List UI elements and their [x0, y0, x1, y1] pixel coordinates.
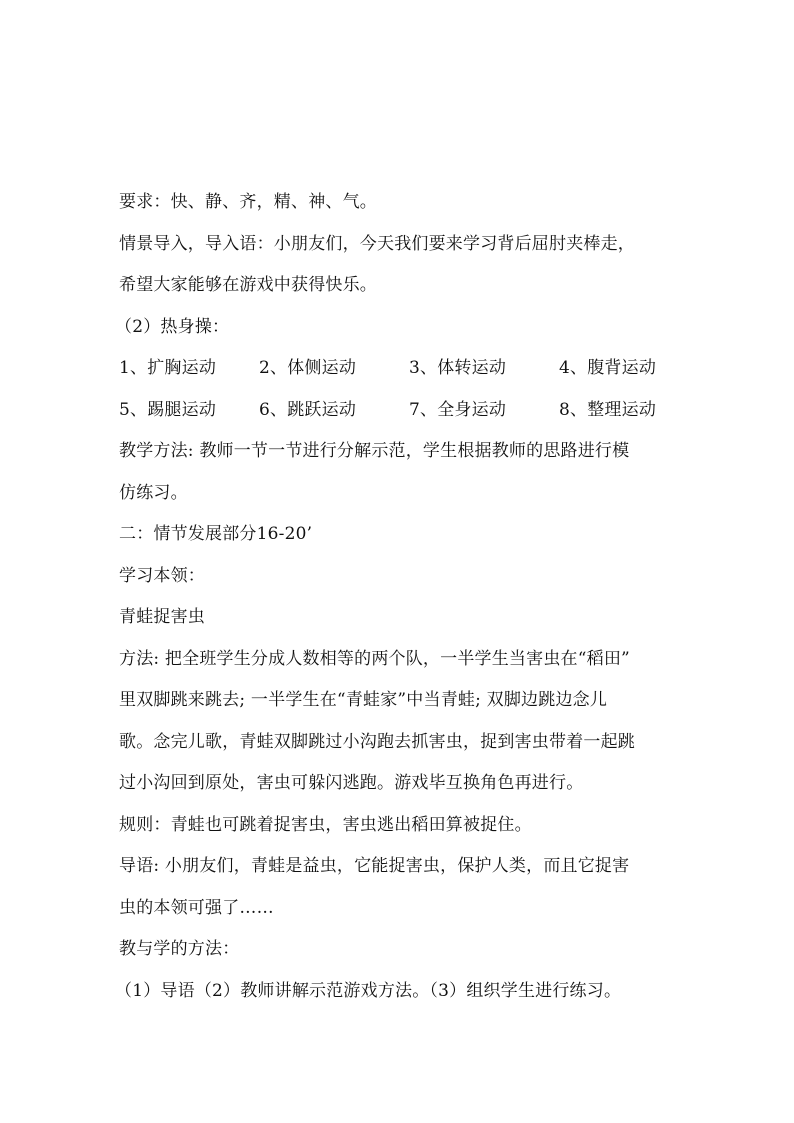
guide-line-2: 虫的本领可强了……	[119, 897, 274, 918]
exercise-item: 3、体转运动	[409, 358, 507, 378]
requirement-line: 要求：快、静、齐，精、神、气。	[119, 192, 377, 212]
method-line-2: 里双脚跳来跳去; 一半学生在“青蛙家”中当青蛙; 双脚边跳边念儿	[119, 690, 608, 710]
game-title: 青蛙捉害虫	[119, 607, 205, 627]
learn-skill-label: 学习本领：	[119, 565, 205, 586]
exercise-item: 5、踢腿运动	[119, 399, 217, 420]
warmup-heading: （2）热身操：	[115, 316, 230, 337]
exercise-row-1	[119, 348, 679, 390]
steps-line: （1）导语（2）教师讲解示范游戏方法。（3）组织学生进行练习。	[115, 980, 622, 1001]
intro-line-2: 希望大家能够在游戏中获得快乐。	[119, 275, 377, 295]
rules-line: 规则：青蛙也可跳着捉害虫，害虫逃出稻田算被捉住。	[119, 814, 532, 835]
teaching-method-line-2: 仿练习。	[119, 482, 188, 503]
intro-line-1: 情景导入，导入语：小朋友们，今天我们要来学习背后屈肘夹棒走，	[119, 233, 635, 254]
method-line-4: 过小沟回到原处，害虫可躲闪逃跑。游戏毕互换角色再进行。	[119, 773, 584, 793]
exercise-row-2	[119, 390, 679, 432]
exercise-item: 2、体侧运动	[259, 358, 357, 378]
document-body	[115, 182, 679, 1012]
teach-learn-label: 教与学的方法：	[119, 939, 240, 959]
exercise-item: 6、跳跃运动	[259, 399, 357, 420]
exercise-item: 8、整理运动	[559, 399, 657, 420]
guide-line-1: 导语: 小朋友们，青蛙是益虫，它能捉害虫，保护人类，而且它捉害	[119, 856, 630, 876]
exercise-item: 4、腹背运动	[559, 358, 657, 378]
exercise-item: 7、全身运动	[409, 399, 507, 420]
method-line-1: 方法: 把全班学生分成人数相等的两个队，一半学生当害虫在“稻田”	[119, 648, 630, 669]
method-line-3: 歌。念完儿歌，青蛙双脚跳过小沟跑去抓害虫，捉到害虫带着一起跳	[119, 731, 635, 752]
section-heading: 二：情节发展部分16-20’	[119, 524, 313, 544]
exercise-item: 1、扩胸运动	[119, 358, 217, 378]
teaching-method-line-1: 教学方法: 教师一节一节进行分解示范，学生根据教师的思路进行模	[119, 441, 630, 461]
